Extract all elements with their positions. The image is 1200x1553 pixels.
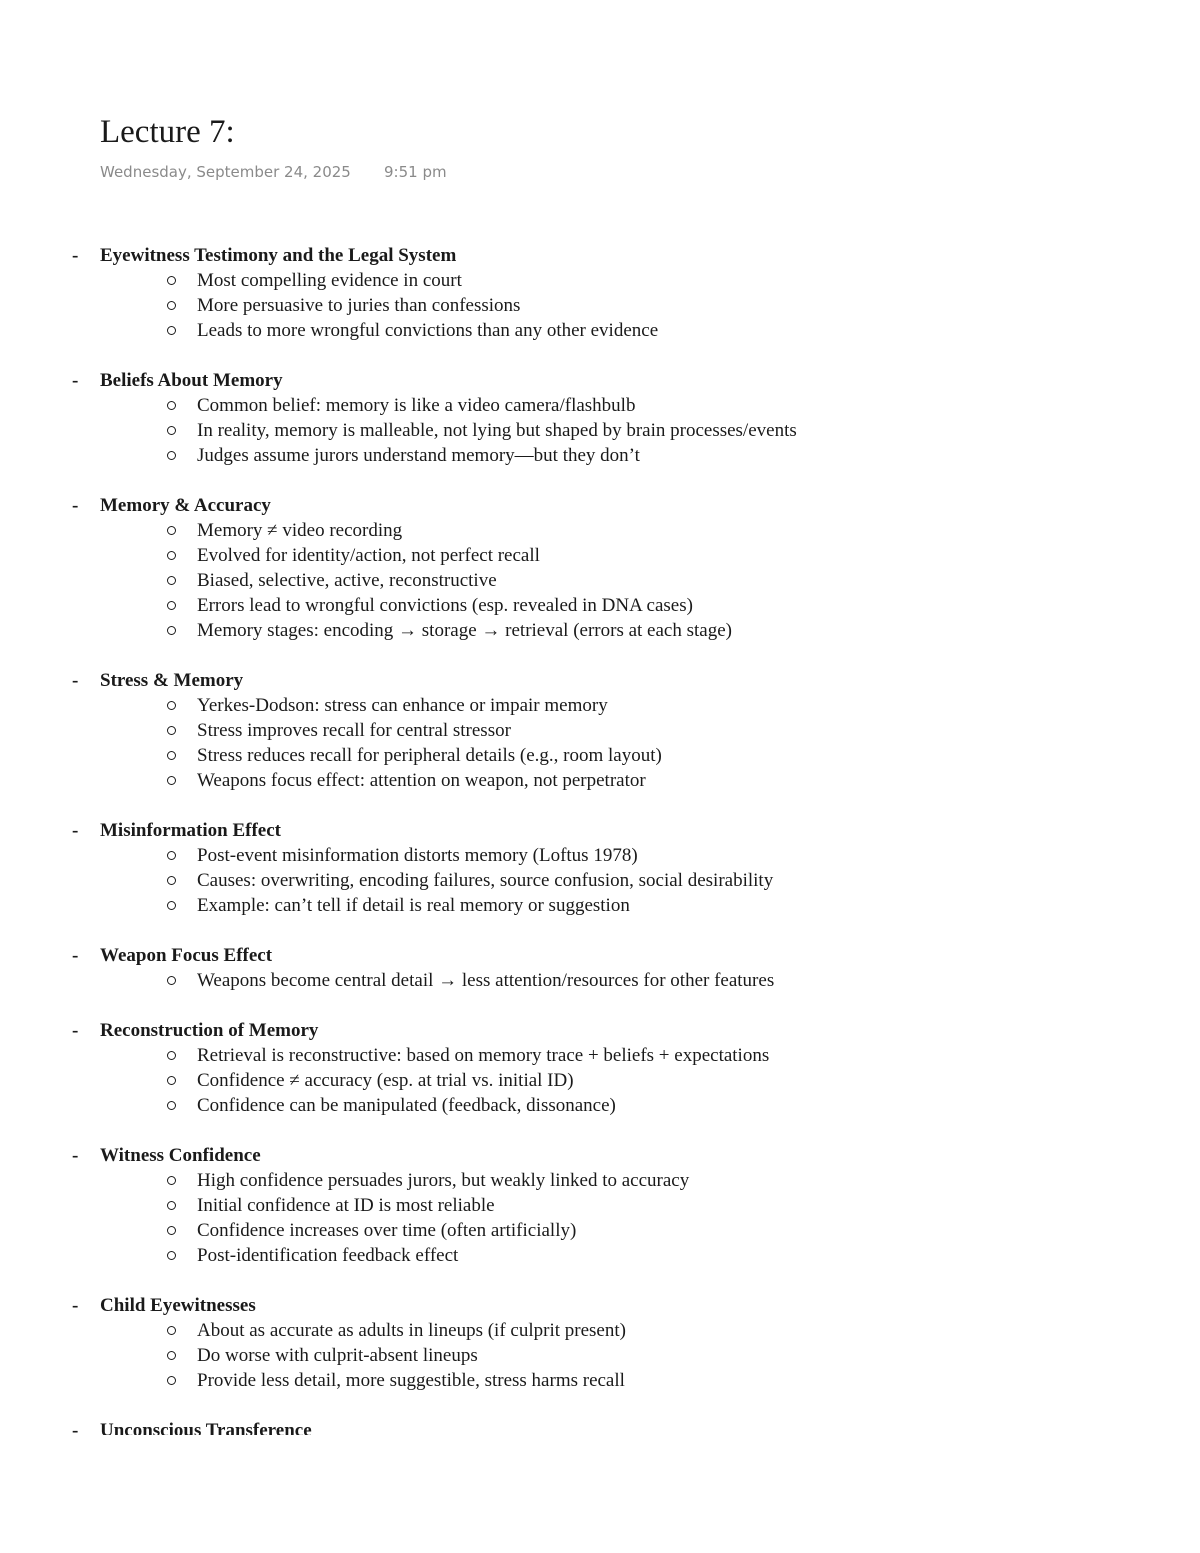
hollow-circle-bullet-icon [167, 1326, 176, 1335]
list-item-text: Stress improves recall for central stressor [197, 720, 511, 741]
dash-bullet-icon: - [72, 820, 79, 841]
list-item-text: Do worse with culprit-absent lineups [197, 1345, 478, 1366]
list-item-text: Leads to more wrongful convictions than any other evidence [197, 320, 659, 341]
section-heading-line [0, 493, 1200, 518]
list-item-text: In reality, memory is malleable, not lying but shaped by brain processes/events [197, 420, 797, 441]
outline-section [0, 1418, 1200, 1435]
list-item [0, 1218, 1200, 1243]
section-heading-line [0, 1293, 1200, 1318]
list-item [0, 1068, 1200, 1093]
list-item-text: Biased, selective, active, reconstructive [197, 570, 497, 591]
list-item [0, 1368, 1200, 1393]
list-item [0, 1193, 1200, 1218]
hollow-circle-bullet-icon [167, 451, 176, 460]
hollow-circle-bullet-icon [167, 576, 176, 585]
section-heading-line [0, 1018, 1200, 1043]
hollow-circle-bullet-icon [167, 1376, 176, 1385]
section-heading: Memory & Accuracy [100, 495, 271, 516]
note-time: 9:51 pm [384, 163, 447, 181]
list-item [0, 1168, 1200, 1193]
list-item-text: Retrieval is reconstructive: based on memory trace + beliefs + expectations [197, 1045, 770, 1066]
list-item [0, 868, 1200, 893]
hollow-circle-bullet-icon [167, 401, 176, 410]
dash-bullet-icon: - [72, 1020, 79, 1041]
list-item [0, 1093, 1200, 1118]
list-item-text: Causes: overwriting, encoding failures, source confusion, social desirability [197, 870, 774, 891]
list-item [0, 1243, 1200, 1268]
hollow-circle-bullet-icon [167, 526, 176, 535]
list-item-text: About as accurate as adults in lineups (if culprit present) [197, 1320, 626, 1341]
list-item [0, 568, 1200, 593]
dash-bullet-icon: - [72, 370, 79, 391]
dash-bullet-icon: - [72, 495, 79, 516]
hollow-circle-bullet-icon [167, 726, 176, 735]
section-heading: Beliefs About Memory [100, 370, 283, 391]
hollow-circle-bullet-icon [167, 976, 176, 985]
outline-section [0, 368, 1200, 468]
list-item [0, 968, 1200, 993]
section-heading: Reconstruction of Memory [100, 1020, 319, 1041]
dash-bullet-icon: - [72, 1295, 79, 1316]
hollow-circle-bullet-icon [167, 551, 176, 560]
page-title: Lecture 7: [100, 114, 235, 150]
hollow-circle-bullet-icon [167, 1051, 176, 1060]
section-heading: Misinformation Effect [100, 820, 281, 841]
dash-bullet-icon: - [72, 245, 79, 266]
note-date: Wednesday, September 24, 2025 [100, 163, 351, 181]
hollow-circle-bullet-icon [167, 851, 176, 860]
hollow-circle-bullet-icon [167, 326, 176, 335]
list-item-text: Memory ≠ video recording [197, 520, 403, 541]
list-item [0, 1343, 1200, 1368]
list-item-text: Initial confidence at ID is most reliable [197, 1195, 495, 1216]
note-metadata [100, 162, 447, 182]
list-item-text: Confidence can be manipulated (feedback, dissonance) [197, 1095, 616, 1116]
list-item [0, 693, 1200, 718]
hollow-circle-bullet-icon [167, 776, 176, 785]
list-item-text: High confidence persuades jurors, but weakly linked to accuracy [197, 1170, 690, 1191]
hollow-circle-bullet-icon [167, 876, 176, 885]
list-item [0, 443, 1200, 468]
section-heading-line [0, 1418, 1200, 1435]
list-item-text: Confidence increases over time (often artificially) [197, 1220, 577, 1241]
hollow-circle-bullet-icon [167, 626, 176, 635]
section-heading-line [0, 368, 1200, 393]
outline-section [0, 1018, 1200, 1118]
list-item [0, 768, 1200, 793]
outline-section [0, 243, 1200, 343]
hollow-circle-bullet-icon [167, 1201, 176, 1210]
list-item-text: Evolved for identity/action, not perfect recall [197, 545, 540, 566]
section-heading: Stress & Memory [100, 670, 244, 691]
list-item [0, 318, 1200, 343]
hollow-circle-bullet-icon [167, 751, 176, 760]
list-item-text: Weapons focus effect: attention on weapon, not perpetrator [197, 770, 646, 791]
section-heading: Eyewitness Testimony and the Legal System [100, 245, 457, 266]
list-item-text: Yerkes-Dodson: stress can enhance or impair memory [197, 695, 608, 716]
list-item-text: Memory stages: encoding → storage → retrieval (errors at each stage) [197, 620, 732, 641]
list-item [0, 518, 1200, 543]
list-item [0, 293, 1200, 318]
list-item-text: Example: can’t tell if detail is real memory or suggestion [197, 895, 630, 916]
list-item-text: Stress reduces recall for peripheral details (e.g., room layout) [197, 745, 662, 766]
section-heading-line [0, 818, 1200, 843]
section-heading-line [0, 668, 1200, 693]
list-item [0, 618, 1200, 643]
list-item [0, 893, 1200, 918]
hollow-circle-bullet-icon [167, 1226, 176, 1235]
hollow-circle-bullet-icon [167, 1351, 176, 1360]
list-item [0, 543, 1200, 568]
section-heading-line [0, 943, 1200, 968]
hollow-circle-bullet-icon [167, 301, 176, 310]
hollow-circle-bullet-icon [167, 601, 176, 610]
section-heading: Unconscious Transference [100, 1420, 312, 1435]
hollow-circle-bullet-icon [167, 276, 176, 285]
list-item [0, 593, 1200, 618]
list-item [0, 393, 1200, 418]
list-item [0, 843, 1200, 868]
hollow-circle-bullet-icon [167, 1101, 176, 1110]
section-heading-line [0, 1143, 1200, 1168]
outline-section [0, 668, 1200, 793]
list-item [0, 743, 1200, 768]
dash-bullet-icon: - [72, 945, 79, 966]
list-item-text: Common belief: memory is like a video camera/flashbulb [197, 395, 636, 416]
outline-section [0, 818, 1200, 918]
list-item-text: Post-event misinformation distorts memory (Loftus 1978) [197, 845, 638, 866]
outline-section [0, 943, 1200, 993]
list-item-text: Most compelling evidence in court [197, 270, 462, 291]
section-heading: Weapon Focus Effect [100, 945, 273, 966]
dash-bullet-icon: - [72, 1420, 79, 1435]
list-item-text: More persuasive to juries than confessions [197, 295, 521, 316]
hollow-circle-bullet-icon [167, 1251, 176, 1260]
note-body [0, 243, 1200, 1435]
hollow-circle-bullet-icon [167, 1076, 176, 1085]
list-item-text: Weapons become central detail → less attention/resources for other features [197, 970, 775, 991]
list-item [0, 268, 1200, 293]
list-item-text: Confidence ≠ accuracy (esp. at trial vs. initial ID) [197, 1070, 574, 1091]
hollow-circle-bullet-icon [167, 701, 176, 710]
section-heading: Child Eyewitnesses [100, 1295, 256, 1316]
hollow-circle-bullet-icon [167, 1176, 176, 1185]
list-item [0, 718, 1200, 743]
section-heading: Witness Confidence [100, 1145, 261, 1166]
outline-section [0, 1293, 1200, 1393]
list-item [0, 1318, 1200, 1343]
list-item-text: Errors lead to wrongful convictions (esp. revealed in DNA cases) [197, 595, 693, 616]
dash-bullet-icon: - [72, 670, 79, 691]
section-heading-line [0, 243, 1200, 268]
list-item [0, 1043, 1200, 1068]
list-item-text: Provide less detail, more suggestible, stress harms recall [197, 1370, 625, 1391]
list-item [0, 418, 1200, 443]
hollow-circle-bullet-icon [167, 426, 176, 435]
hollow-circle-bullet-icon [167, 901, 176, 910]
outline-section [0, 493, 1200, 643]
list-item-text: Post-identification feedback effect [197, 1245, 459, 1266]
dash-bullet-icon: - [72, 1145, 79, 1166]
list-item-text: Judges assume jurors understand memory—but they don’t [197, 445, 640, 466]
outline-section [0, 1143, 1200, 1268]
